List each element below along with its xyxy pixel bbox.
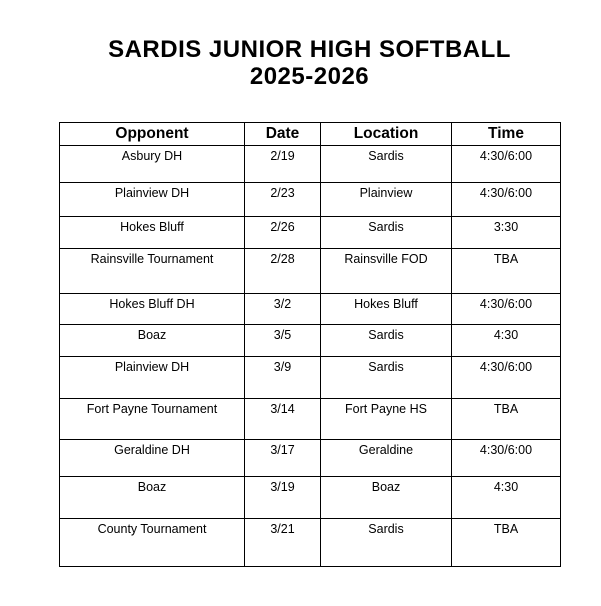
cell-time: 4:30/6:00 [452, 146, 561, 183]
cell-time: 4:30 [452, 325, 561, 357]
table-row [60, 357, 561, 399]
cell-opponent: Fort Payne Tournament [60, 399, 245, 440]
cell-location: Sardis [321, 217, 452, 249]
cell-location: Plainview [321, 183, 452, 217]
column-header-time: Time [452, 123, 561, 146]
cell-opponent: Hokes Bluff [60, 217, 245, 249]
cell-location: Rainsville FOD [321, 249, 452, 294]
cell-opponent: County Tournament [60, 519, 245, 567]
cell-location: Fort Payne HS [321, 399, 452, 440]
cell-opponent: Boaz [60, 325, 245, 357]
cell-location: Sardis [321, 519, 452, 567]
table-row [60, 146, 561, 183]
page-title [59, 0, 560, 90]
header-row [60, 123, 561, 146]
cell-date: 2/19 [245, 146, 321, 183]
cell-opponent: Plainview DH [60, 183, 245, 217]
cell-date: 3/21 [245, 519, 321, 567]
cell-time: TBA [452, 249, 561, 294]
table-row [60, 440, 561, 477]
cell-opponent: Plainview DH [60, 357, 245, 399]
cell-time: 4:30/6:00 [452, 294, 561, 325]
cell-time: TBA [452, 399, 561, 440]
page-title-line2: 2025-2026 [249, 63, 370, 90]
table-row [60, 217, 561, 249]
page-title-line1: SARDIS JUNIOR HIGH SOFTBALL [108, 36, 511, 63]
column-header-opponent: Opponent [60, 123, 245, 146]
cell-time: 4:30 [452, 477, 561, 519]
cell-opponent: Asbury DH [60, 146, 245, 183]
cell-opponent: Rainsville Tournament [60, 249, 245, 294]
cell-location: Sardis [321, 357, 452, 399]
cell-opponent: Boaz [60, 477, 245, 519]
cell-time: TBA [452, 519, 561, 567]
cell-time: 4:30/6:00 [452, 183, 561, 217]
cell-date: 2/28 [245, 249, 321, 294]
table-row [60, 294, 561, 325]
table-row [60, 325, 561, 357]
table-row [60, 249, 561, 294]
cell-date: 3/9 [245, 357, 321, 399]
schedule-table [59, 122, 561, 567]
column-header-location: Location [321, 123, 452, 146]
schedule-page [59, 0, 560, 567]
cell-date: 2/23 [245, 183, 321, 217]
cell-date: 3/19 [245, 477, 321, 519]
cell-date: 2/26 [245, 217, 321, 249]
cell-date: 3/5 [245, 325, 321, 357]
table-row [60, 399, 561, 440]
cell-location: Sardis [321, 146, 452, 183]
cell-location: Geraldine [321, 440, 452, 477]
cell-location: Sardis [321, 325, 452, 357]
cell-date: 3/2 [245, 294, 321, 325]
table-row [60, 183, 561, 217]
cell-opponent: Geraldine DH [60, 440, 245, 477]
cell-location: Boaz [321, 477, 452, 519]
cell-date: 3/14 [245, 399, 321, 440]
cell-time: 3:30 [452, 217, 561, 249]
cell-location: Hokes Bluff [321, 294, 452, 325]
cell-time: 4:30/6:00 [452, 440, 561, 477]
cell-time: 4:30/6:00 [452, 357, 561, 399]
column-header-date: Date [245, 123, 321, 146]
table-row [60, 519, 561, 567]
cell-date: 3/17 [245, 440, 321, 477]
table-row [60, 477, 561, 519]
cell-opponent: Hokes Bluff DH [60, 294, 245, 325]
